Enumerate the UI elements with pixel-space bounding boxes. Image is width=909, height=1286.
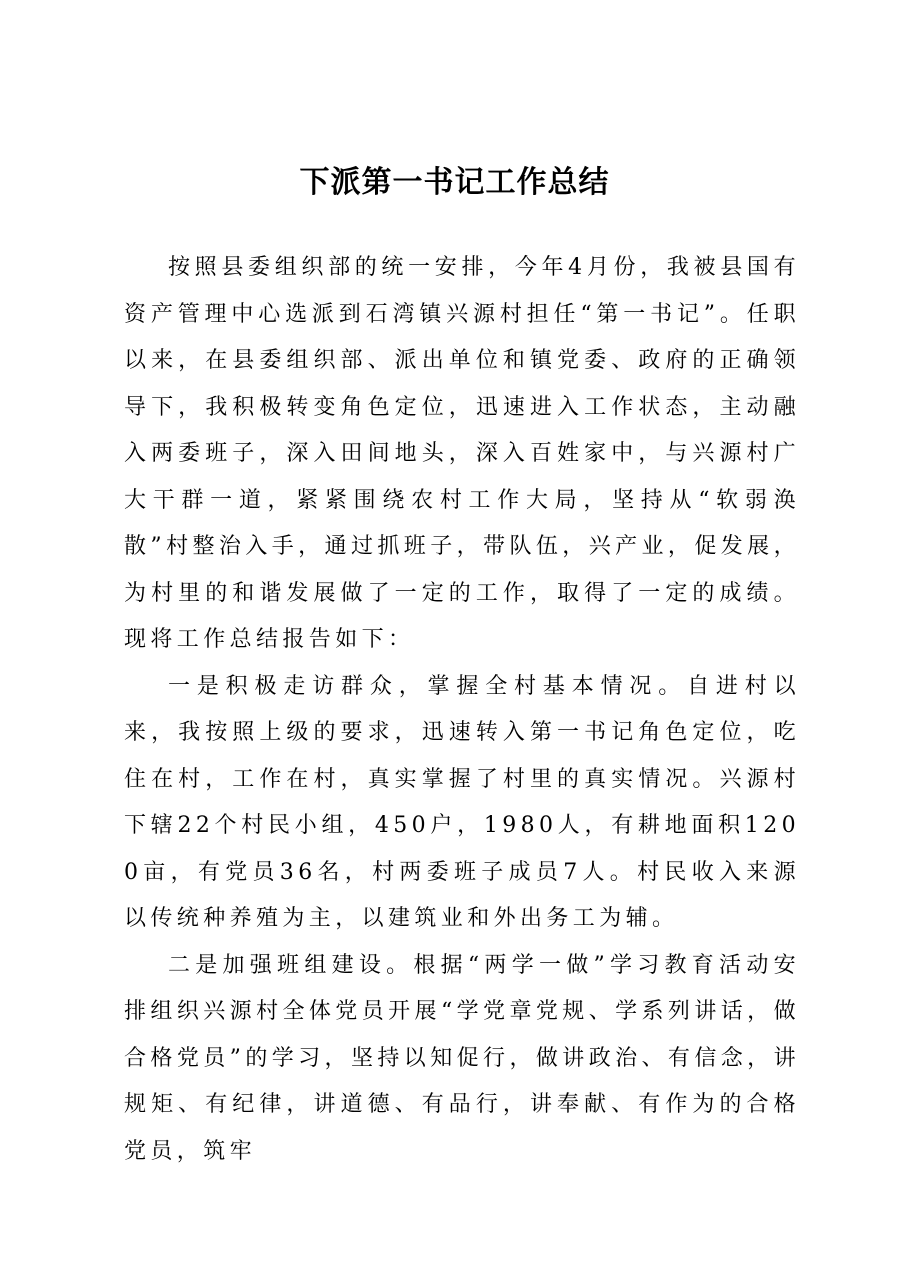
- paragraph-intro: 按照县委组织部的统一安排，今年4月份，我被县国有资产管理中心选派到石湾镇兴源村担任“第一书记”。任职以来，在县委组织部、派出单位和镇党委、政府的正确领导下，我积极转变角色定位，迅速进入工作状态，主动融入两委班子，深入田间地头，深入百姓家中，与兴源村广大干群一道，紧紧围绕农村工作大局，坚持从“软弱涣散”村整治入手，通过抓班子，带队伍，兴产业，促发展，为村里的和谐发展做了一定的工作，取得了一定的成绩。现将工作总结报告如下：: [124, 255, 800, 652]
- paragraph-team-building: 二是加强班组建设。根据“两学一做”学习教育活动安排组织兴源村全体党员开展“学党章党规、学系列讲话，做合格党员”的学习，坚持以知促行，做讲政治、有信念，讲规矩、有纪律，讲道德、有品行，讲奉献、有作为的合格党员，筑牢: [124, 952, 800, 1164]
- document-title: 下派第一书记工作总结: [299, 165, 610, 200]
- paragraph-visit-villagers: 一是积极走访群众，掌握全村基本情况。自进村以来，我按照上级的要求，迅速转入第一书记角色定位，吃住在村，工作在村，真实掌握了村里的真实情况。兴源村下辖22个村民小组，450户，1980人，有耕地面积1200亩，有党员36名，村两委班子成员7人。村民收入来源以传统种养殖为主，以建筑业和外出务工为辅。: [124, 673, 800, 931]
- document-body: [124, 245, 800, 1175]
